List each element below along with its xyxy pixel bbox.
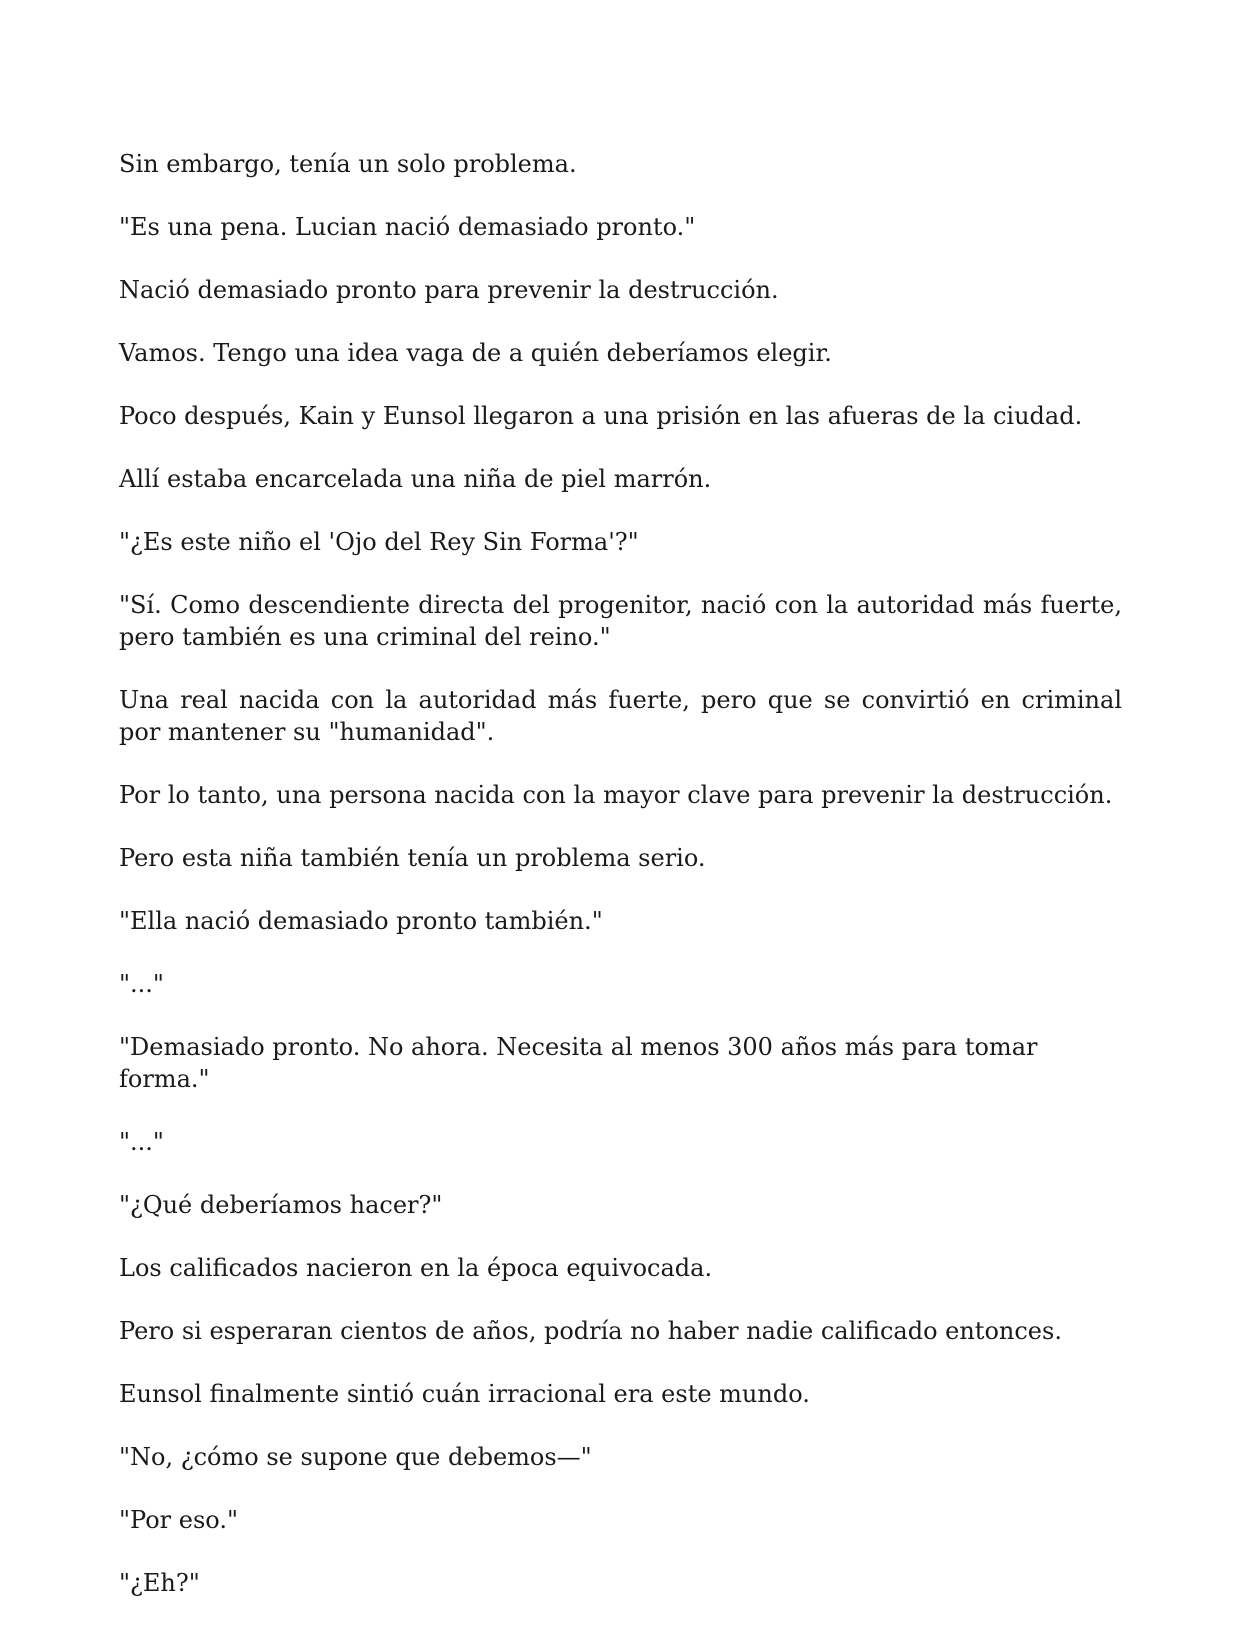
dialogue-line: "No, ¿cómo se supone que debemos—": [119, 1443, 592, 1471]
paragraph: Nació demasiado pronto para prevenir la destrucción.: [119, 276, 779, 304]
paragraph: Allí estaba encarcelada una niña de piel marrón.: [119, 465, 712, 493]
dialogue-line: "Es una pena. Lucian nació demasiado pronto.": [119, 213, 696, 241]
dialogue-line: "¿Eh?": [119, 1569, 200, 1597]
dialogue-line: "¿Es este niño el 'Ojo del Rey Sin Forma'?": [119, 528, 639, 556]
paragraph: Una real nacida con la autoridad más fuerte, pero que se convirtió en criminal por mantener su "humanidad".: [119, 686, 1122, 746]
dialogue-line: "Ella nació demasiado pronto también.": [119, 907, 603, 935]
paragraph: Los calificados nacieron en la época equivocada.: [119, 1254, 713, 1282]
dialogue-line: "...": [119, 970, 164, 998]
dialogue-line: "¿Qué deberíamos hacer?": [119, 1191, 443, 1219]
dialogue-line: "Demasiado pronto. No ahora. Necesita al menos 300 años más para tomar forma.": [119, 1033, 1038, 1093]
paragraph: Poco después, Kain y Eunsol llegaron a una prisión en las afueras de la ciudad.: [119, 402, 1083, 430]
dialogue-line: "Sí. Como descendiente directa del progenitor, nació con la autoridad más fuerte, pero también es una criminal del reino.": [119, 591, 1122, 651]
paragraph: Vamos. Tengo una idea vaga de a quién deberíamos elegir.: [119, 339, 832, 367]
paragraph: Por lo tanto, una persona nacida con la mayor clave para prevenir la destrucción.: [119, 781, 1113, 809]
dialogue-line: "Por eso.": [119, 1506, 238, 1534]
paragraph: Pero si esperaran cientos de años, podría no haber nadie calificado entonces.: [119, 1317, 1062, 1345]
paragraph: Sin embargo, tenía un solo problema.: [119, 150, 577, 178]
dialogue-line: "...": [119, 1128, 164, 1156]
paragraph: Pero esta niña también tenía un problema serio.: [119, 844, 706, 872]
paragraph: Eunsol finalmente sintió cuán irracional era este mundo.: [119, 1380, 810, 1408]
body-text: [119, 148, 1122, 1630]
